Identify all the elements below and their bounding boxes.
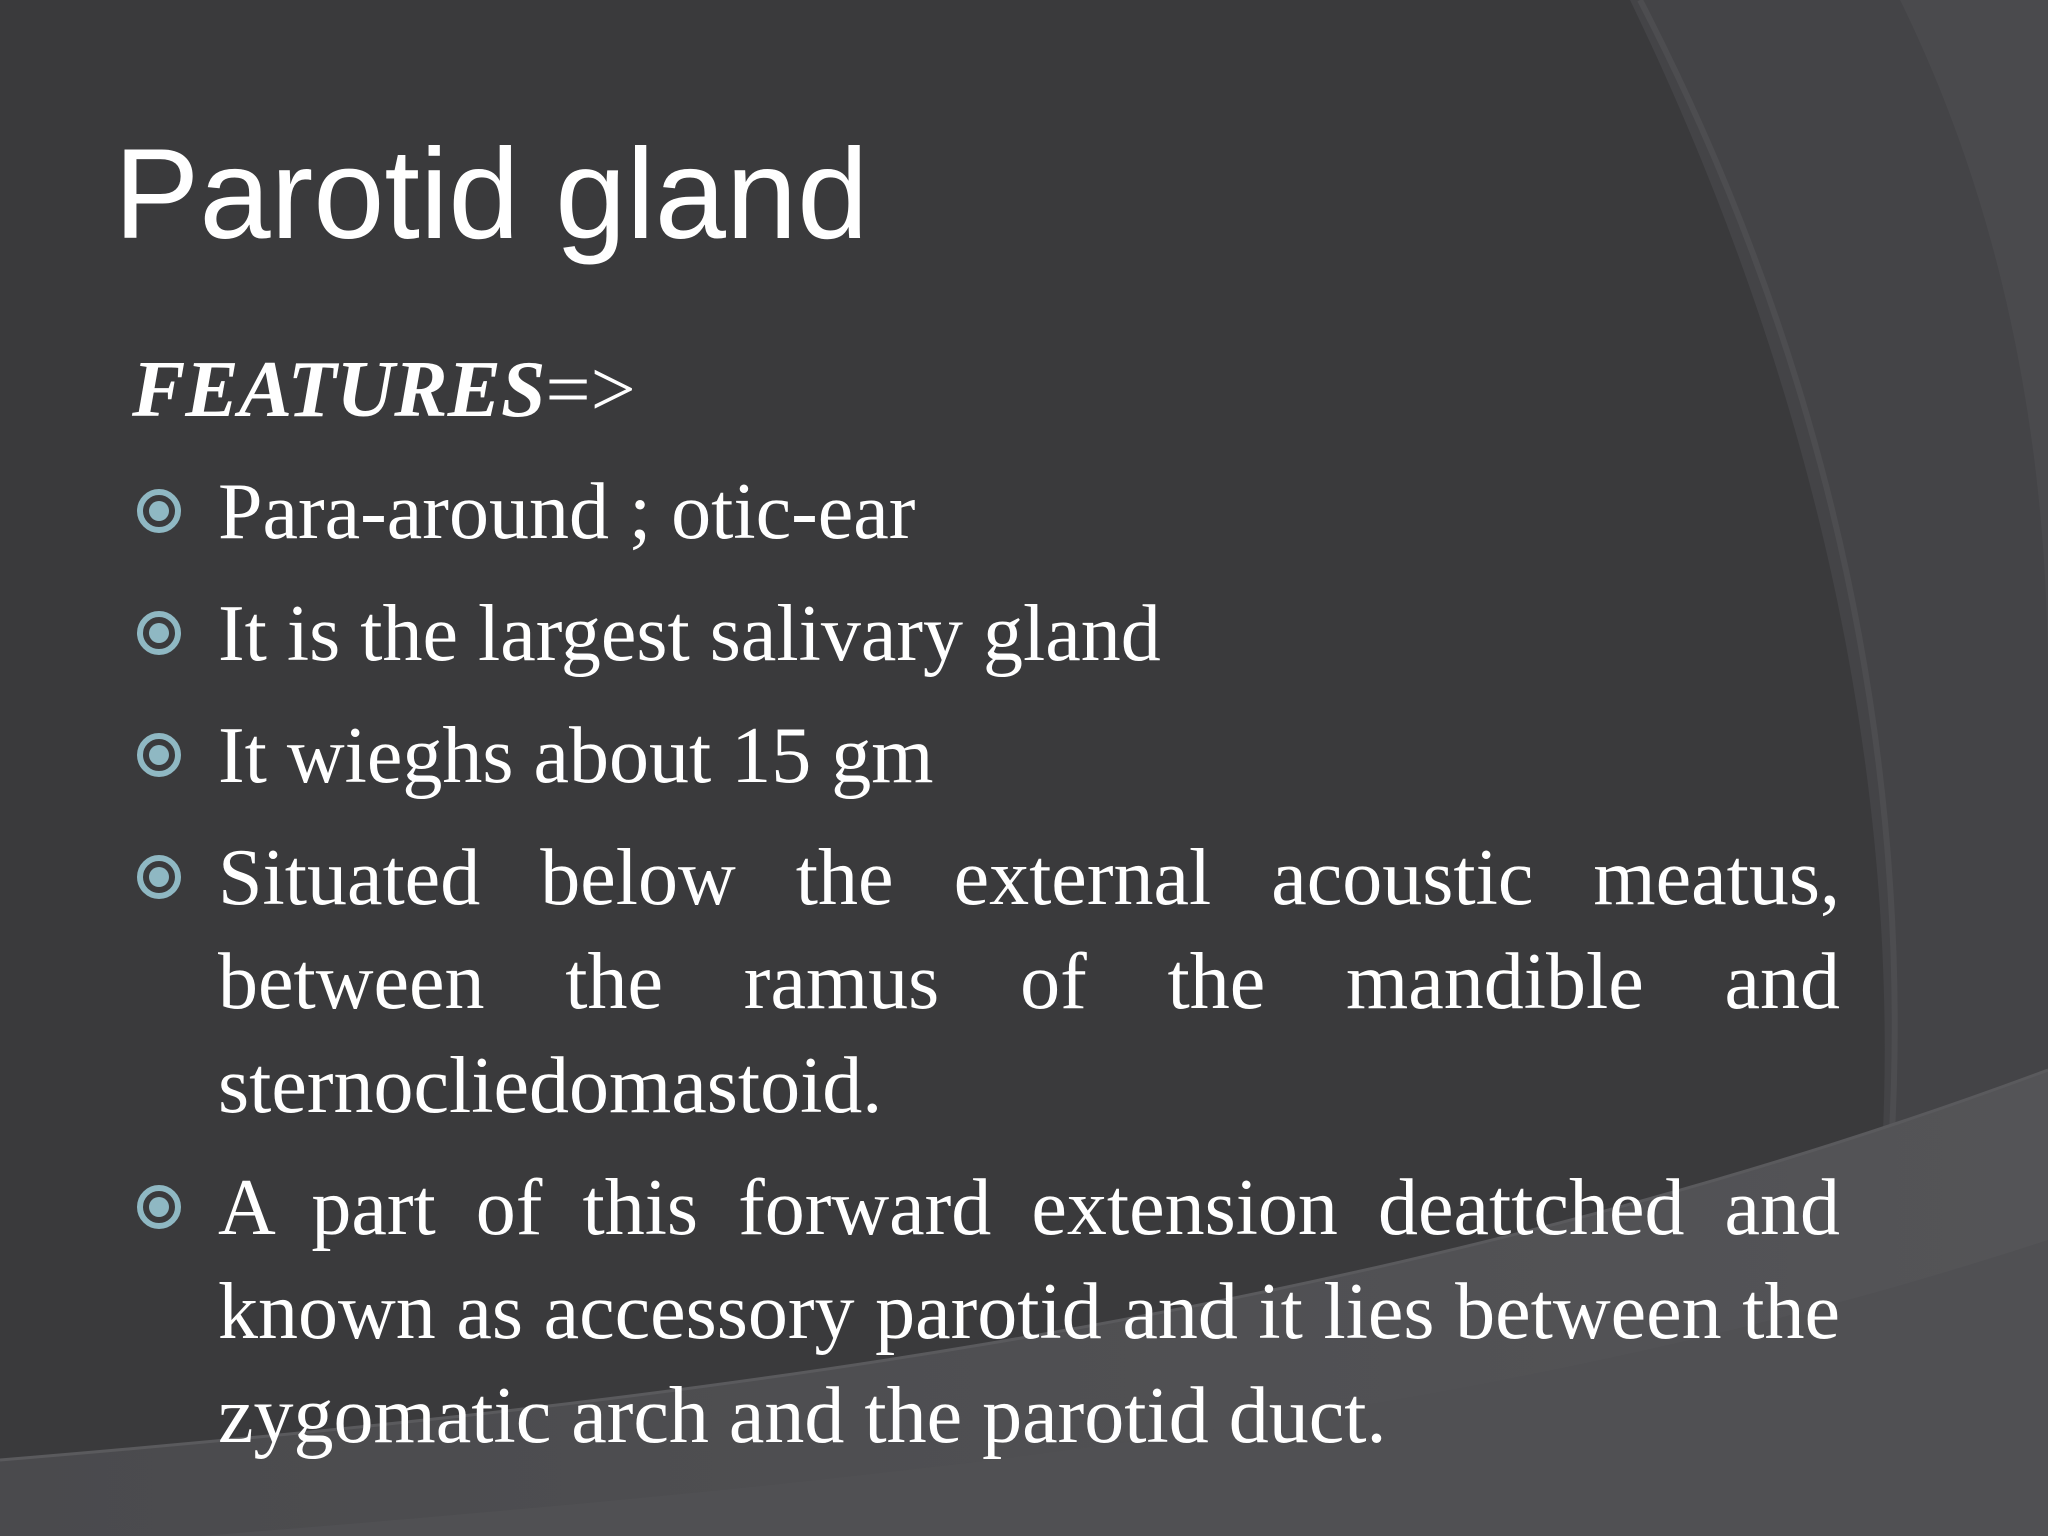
bullet-item — [130, 1156, 1840, 1468]
slide-title: Parotid gland — [114, 123, 869, 266]
bullet-text: It is the largest salivary gland — [218, 590, 1161, 678]
bullet-item — [130, 582, 1840, 686]
bullet-text: Situated below the external acoustic meatus, between the ramus of the mandible and sternocliedomastoid. — [218, 834, 1840, 1130]
features-heading — [132, 342, 636, 438]
bullet-item — [130, 826, 1840, 1138]
bullet-list — [130, 460, 1840, 1486]
circled-dot-bullet-icon — [136, 610, 182, 656]
circled-dot-bullet-icon — [136, 854, 182, 900]
bullet-text: A part of this forward extension deattched and known as accessory parotid and it lies between the zygomatic arch and the parotid duct. — [218, 1164, 1840, 1460]
circled-dot-bullet-icon — [136, 732, 182, 778]
features-label: FEATURES — [132, 346, 546, 434]
bullet-text: It wieghs about 15 gm — [218, 712, 934, 800]
features-arrow: => — [545, 346, 636, 434]
bullet-item — [130, 704, 1840, 808]
bullet-item — [130, 460, 1840, 564]
circled-dot-bullet-icon — [136, 488, 182, 534]
circled-dot-bullet-icon — [136, 1184, 182, 1230]
bullet-text: Para-around ; otic-ear — [218, 468, 916, 556]
